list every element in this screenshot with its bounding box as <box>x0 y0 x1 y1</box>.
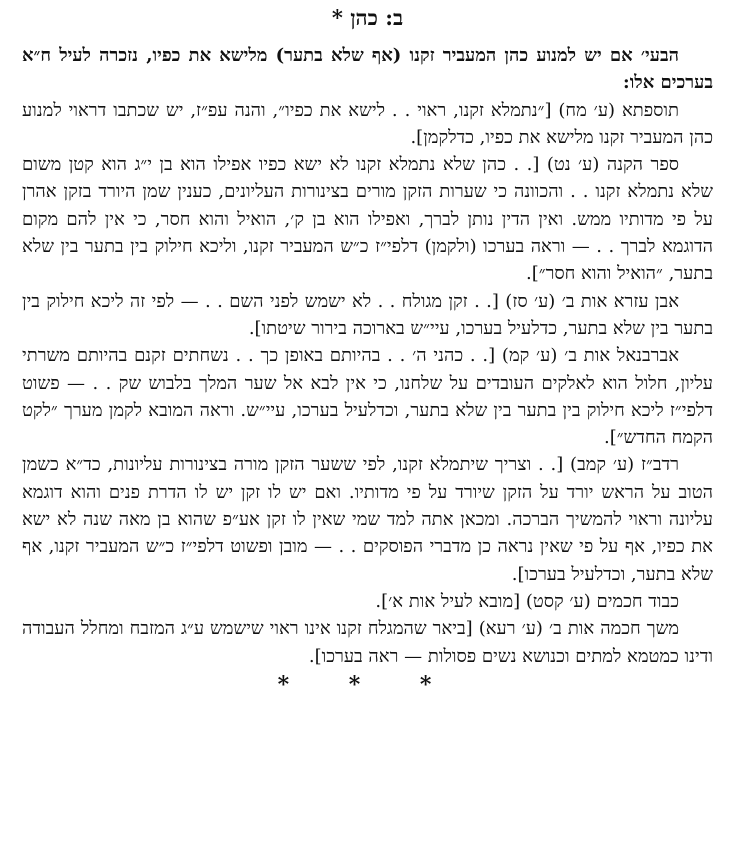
intro-paragraph: הבעי׳ אם יש למנוע כהן המעביר זקנו (אף שלא בתער) מלישא את כפיו, נזכרה לעיל ח״א בערכים אלו: <box>22 45 713 94</box>
paragraph-sefer-hakaneh: ספר הקנה (ע׳ נט) [. . כהן שלא נתמלא זקנו לא ישא כפיו אפילו הוא בן י״ג הוא קטן משום שלא נתמלא זקנו . . והכוונה כי שערות הזקן מורים בצינורות העליונים, כענין שמן היורד בזקן אהרן על פי מדותיו ממש. ואין הדין נותן לברך, ואפילו הוא בן ק׳, הואיל והוא חסר, כי אין להם מקום הדוגמא לברך . . — וראה בערכו (ולקמן) דלפי״ז כ״ש המעביר זקנו, וליכא חילוק בין בתער בין שלא בתער, ״הואיל והוא חסר״]. <box>22 154 713 285</box>
paragraph-kevod-chachamim: כבוד חכמים (ע׳ קסט) [מובא לעיל אות א׳]. <box>375 590 679 612</box>
paragraph-abarbanel: אברבנאל אות ב׳ (ע׳ קמ) [. . כהני ה׳ . . בהיותם באופן כך . . נשחתים זקנם בהיותם משרתי עליון, חלול הוא לאלקים העובדים על שלחנו, כי אין לבא אל שער המלך בלבוש שק . . — פשוט דלפי״ז ליכא חילוק בין בתער בין שלא בתער, וכדלעיל בערכו, עיי״ש. וראה המובא לקמן מערך ״לקט הקמח החדש״]. <box>22 345 713 449</box>
paragraph-radbaz: רדב״ז (ע׳ קמב) [. . וצריך שיתמלא זקנו, לפי ששער הזקן מורה בצינורות עליונות, כד״א כשמן הטוב על הראש יורד על הזקן שיורד על פי מדותיו. ואם יש לו זקן יש לו הדרת פנים והוא דוגמא עליונה וראוי להמשיך הברכה. ומכאן אתה למד שמי שאין לו זקן אע״פ שהוא בן מאה שנה לא ישא את כפיו, אף על פי שאין נראה כן מדברי הפוסקים . . — מובן ופשוט דלפי״ז כ״ש המעביר זקנו, אף שלא בתער, וכדלעיל בערכו]. <box>22 454 713 585</box>
document-body <box>22 42 713 670</box>
paragraph-tosefta: תוספתא (ע׳ מח) [״נתמלא זקנו, ראוי . . לישא את כפיו״, והנה עפ״ז, יש שכתבו דראוי למנוע כהן המעביר זקנו מלישא את כפיו, כדלקמן]. <box>22 99 713 148</box>
paragraph-ibn-ezra: אבן עזרא אות ב׳ (ע׳ סז) [. . זקן מגולח . . לא ישמש לפני השם . . — לפי זה ליכא חילוק בין בתער בין שלא בתער, כדלעיל בערכו, עיי״ש בארוכה בירור שיטתו]. <box>22 290 713 339</box>
paragraph-meshech-chochmah: משך חכמה אות ב׳ (ע׳ רעא) [ביאר שהמגלח זקנו אינו ראוי שישמש ע״ג המזבח ומחלל העבודה ודינו כמטמא למתים וכנושא נשים פסולות — ראה בערכו]. <box>22 618 713 667</box>
section-heading: ב: כהן * <box>331 5 404 30</box>
section-end-mark: * * * <box>277 671 458 698</box>
